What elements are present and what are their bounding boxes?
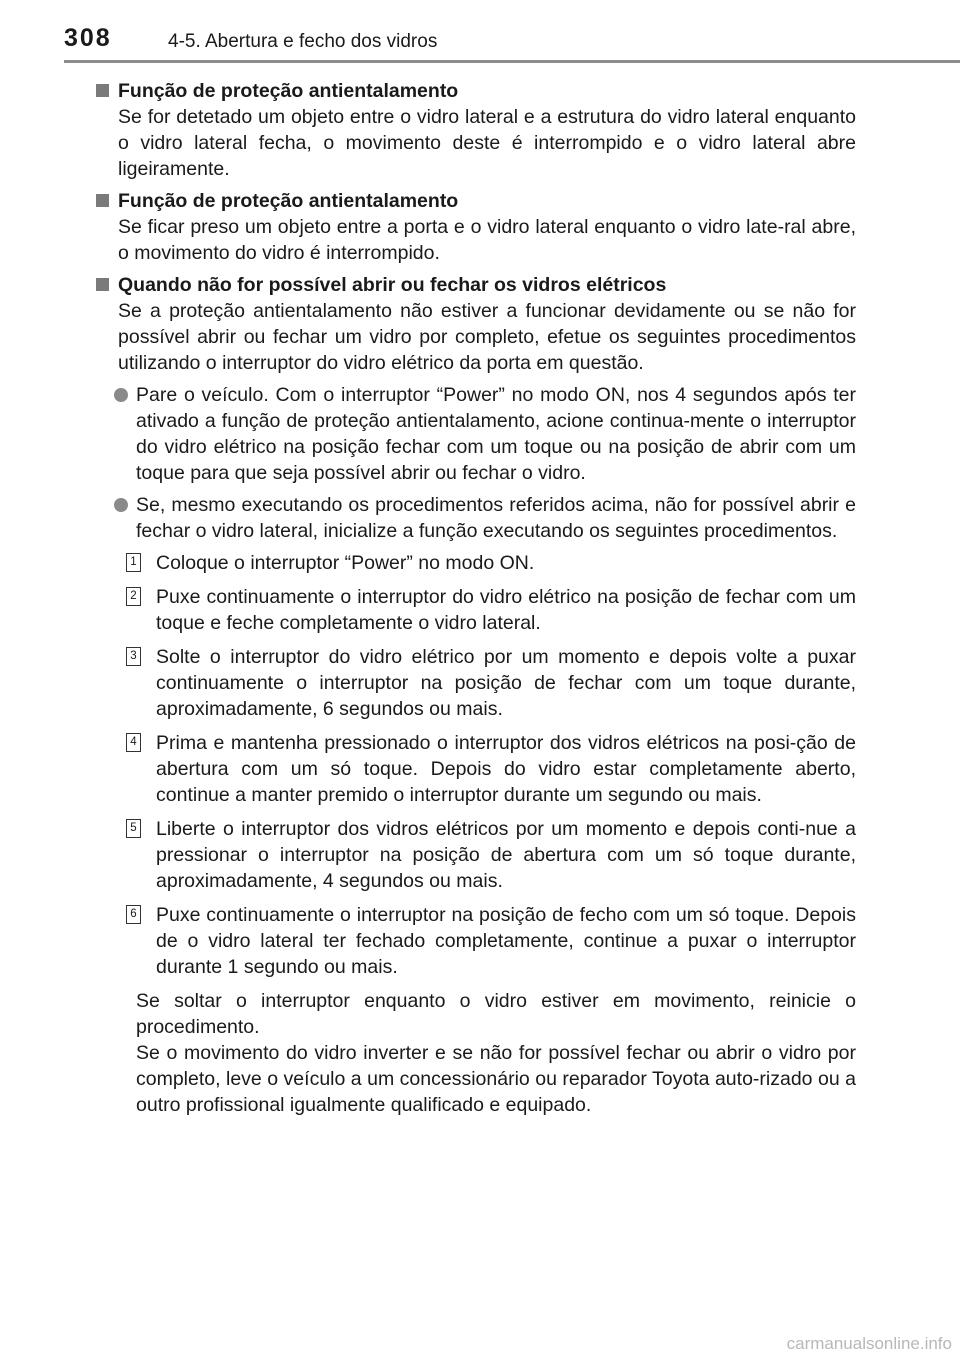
step-item — [96, 816, 856, 894]
page-header — [0, 0, 960, 62]
step-item — [96, 644, 856, 722]
step-text: Puxe continuamente o interruptor do vidro elétrico na posição de fechar com um toque e feche completamente o vidro lateral. — [156, 586, 856, 634]
subsection-heading: Função de proteção antientalamento — [118, 190, 459, 212]
step-number-badge: 6 — [126, 905, 141, 924]
subsection-body: Se ficar preso um objeto entre a porta e o vidro lateral enquanto o vidro late-ral abre, o movimento do vidro é interrompido. — [118, 216, 856, 264]
page-content — [96, 78, 856, 1118]
bullet-text: Pare o veículo. Com o interruptor “Power” no modo ON, nos 4 segundos após ter ativado a função de proteção antientalamento, acione continua-mente o interruptor do vidro elétrico na posição fechar com um toque ou na posição de abrir com um toque para que seja possível abrir ou fechar o vidro. — [136, 384, 856, 484]
step-item — [96, 902, 856, 980]
subsection-heading: Quando não for possível abrir ou fechar os vidros elétricos — [118, 274, 667, 296]
square-bullet-icon — [96, 278, 109, 291]
note-paragraph: Se soltar o interruptor enquanto o vidro estiver em movimento, reinicie o procedimento. — [136, 990, 856, 1038]
subsection-3 — [96, 272, 856, 376]
bullet-text: Se, mesmo executando os procedimentos referidos acima, não for possível abrir e fechar o vidro lateral, inicialize a função executando os seguintes procedimentos. — [136, 494, 856, 542]
step-text: Solte o interruptor do vidro elétrico por um momento e depois volte a puxar continuamente o interruptor na posição de fechar com um toque durante, aproximadamente, 6 segundos ou mais. — [156, 646, 856, 720]
step-item — [96, 584, 856, 636]
subsection-body: Se for detetado um objeto entre o vidro lateral e a estrutura do vidro lateral enquanto o vidro lateral fecha, o movimento deste é interrompido e o vidro lateral abre ligeiramente. — [118, 106, 856, 180]
bullet-item — [96, 492, 856, 544]
subsection-2 — [96, 188, 856, 266]
step-text: Prima e mantenha pressionado o interruptor dos vidros elétricos na posi-ção de abertura com um só toque. Depois do vidro estar completamente aberto, continue a manter premido o interruptor durante um segundo ou mais. — [156, 732, 856, 806]
page-number: 308 — [64, 24, 112, 52]
step-number-badge: 1 — [126, 553, 141, 572]
header-rule — [64, 60, 960, 63]
step-item — [96, 730, 856, 808]
square-bullet-icon — [96, 194, 109, 207]
step-number-badge: 2 — [126, 587, 141, 606]
step-list — [96, 550, 856, 980]
note-paragraph: Se o movimento do vidro inverter e se não for possível fechar ou abrir o vidro por completo, leve o veículo a um concessionário ou reparador Toyota auto-rizado ou a outro profissional igualmente qualificado e equipado. — [136, 1042, 856, 1116]
square-bullet-icon — [96, 84, 109, 97]
watermark: carmanualsonline.info — [786, 1334, 952, 1353]
step-number-badge: 3 — [126, 647, 141, 666]
subsection-1 — [96, 78, 856, 182]
step-text: Puxe continuamente o interruptor na posição de fecho com um só toque. Depois de o vidro lateral ter fechado completamente, continue a puxar o interruptor durante 1 segundo ou mais. — [156, 904, 856, 978]
circle-bullet-icon — [114, 388, 128, 402]
subsection-body: Se a proteção antientalamento não estiver a funcionar devidamente ou se não for possível abrir ou fechar um vidro por completo, efetue os seguintes procedimentos utilizando o interruptor do vidro elétrico da porta em questão. — [118, 300, 856, 374]
step-text: Liberte o interruptor dos vidros elétricos por um momento e depois conti-nue a pressionar o interruptor na posição de abertura com um só toque durante, aproximadamente, 4 segundos ou mais. — [156, 818, 856, 892]
step-text: Coloque o interruptor “Power” no modo ON. — [156, 552, 535, 574]
step-item — [96, 550, 856, 576]
step-number-badge: 5 — [126, 819, 141, 838]
step-number-badge: 4 — [126, 733, 141, 752]
subsection-heading: Função de proteção antientalamento — [118, 80, 459, 102]
bullet-item — [96, 382, 856, 486]
section-title: 4-5. Abertura e fecho dos vidros — [168, 31, 438, 52]
circle-bullet-icon — [114, 498, 128, 512]
